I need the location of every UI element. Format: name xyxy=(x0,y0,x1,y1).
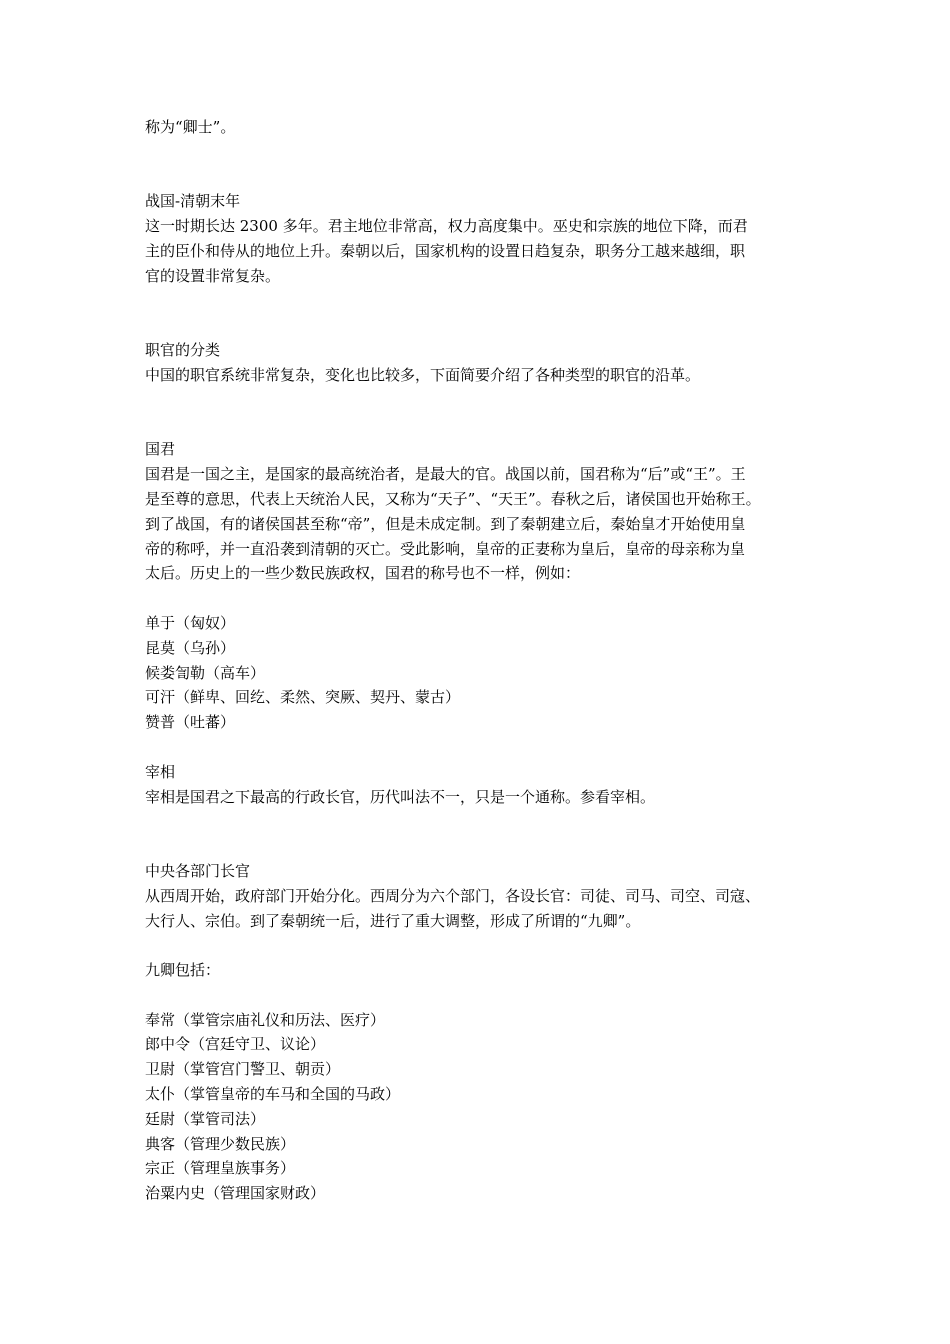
ruler-title-item: 赞普（吐蕃） xyxy=(145,713,236,732)
intro-tail-text: 称为“卿士”。 xyxy=(145,118,236,136)
jiuqing-item: 太仆（掌管皇帝的车马和全国的马政） xyxy=(145,1085,401,1104)
ruler-title-item: 单于（匈奴） xyxy=(145,613,236,632)
spacer xyxy=(145,735,810,760)
jiuqing-item: 郎中令（宫廷守卫、议论） xyxy=(145,1035,326,1054)
paragraph-line: 这一时期长达 2300 多年。君主地位非常高，权力高度集中。巫史和宗族的地位下降，而君 xyxy=(145,217,748,236)
spacer xyxy=(145,140,810,190)
paragraph-line: 主的臣仆和侍从的地位上升。秦朝以后，国家机构的设置日趋复杂，职务分工越来越细，职 xyxy=(145,241,746,260)
jiuqing-item: 宗正（管理皇族事务） xyxy=(145,1159,296,1178)
ruler-title-item: 昆莫（乌孙） xyxy=(145,638,236,657)
paragraph-line: 帝的称呼，并一直沿袭到清朝的灭亡。受此影响，皇帝的正妻称为皇后，皇帝的母亲称为皇 xyxy=(145,539,746,558)
document-page xyxy=(145,115,810,1206)
section-heading-zhongyang: 中央各部门长官 xyxy=(145,861,251,880)
spacer xyxy=(145,809,810,859)
paragraph-line: 是至尊的意思，代表上天统治人民，又称为“天子”、“天王”。春秋之后，诸侯国也开始称王。 xyxy=(145,489,761,508)
spacer xyxy=(145,983,810,1008)
paragraph-line: 到了战国，有的诸侯国甚至称“帝”，但是未成定制。到了秦朝建立后，秦始皇才开始使用皇 xyxy=(145,514,746,533)
paragraph-line: 从西周开始，政府部门开始分化。西周分为六个部门，各设长官：司徒、司马、司空、司寇、 xyxy=(145,886,761,905)
ruler-title-item: 可汗（鲜卑、回纥、柔然、突厥、契丹、蒙古） xyxy=(145,688,461,707)
paragraph-line: 大行人、宗伯。到了秦朝统一后，进行了重大调整，形成了所谓的“九卿”。 xyxy=(145,911,641,930)
jiuqing-item: 廷尉（掌管司法） xyxy=(145,1109,266,1128)
spacer xyxy=(145,586,810,611)
section-heading-guojun: 国君 xyxy=(145,440,176,459)
jiuqing-item: 典客（管理少数民族） xyxy=(145,1134,296,1153)
paragraph-line: 国君是一国之主，是国家的最高统治者，是最大的官。战国以前，国君称为“后”或“王”。王 xyxy=(145,465,746,484)
jiuqing-intro: 九卿包括： xyxy=(145,961,221,980)
jiuqing-item: 卫尉（掌管宫门警卫、朝贡） xyxy=(145,1060,341,1079)
section-heading-zaixiang: 宰相 xyxy=(145,762,176,781)
jiuqing-item: 治粟内史（管理国家财政） xyxy=(145,1184,326,1203)
ruler-title-item: 候娄訇勒（高车） xyxy=(145,663,266,682)
paragraph-line: 中国的职官系统非常复杂，变化也比较多，下面简要介绍了各种类型的职官的沿革。 xyxy=(145,365,701,384)
paragraph-line: 官的设置非常复杂。 xyxy=(145,266,281,285)
jiuqing-item: 奉常（掌管宗庙礼仪和历法、医疗） xyxy=(145,1010,386,1029)
section-heading-zhanguo: 战国-清朝末年 xyxy=(145,192,241,211)
paragraph-line: 宰相是国君之下最高的行政长官，历代叫法不一，只是一个通称。参看宰相。 xyxy=(145,787,656,806)
paragraph-line: 太后。历史上的一些少数民族政权，国君的称号也不一样，例如： xyxy=(145,564,581,583)
spacer xyxy=(145,388,810,438)
section-heading-fenlei: 职官的分类 xyxy=(145,341,221,360)
spacer xyxy=(145,933,810,958)
spacer xyxy=(145,289,810,339)
